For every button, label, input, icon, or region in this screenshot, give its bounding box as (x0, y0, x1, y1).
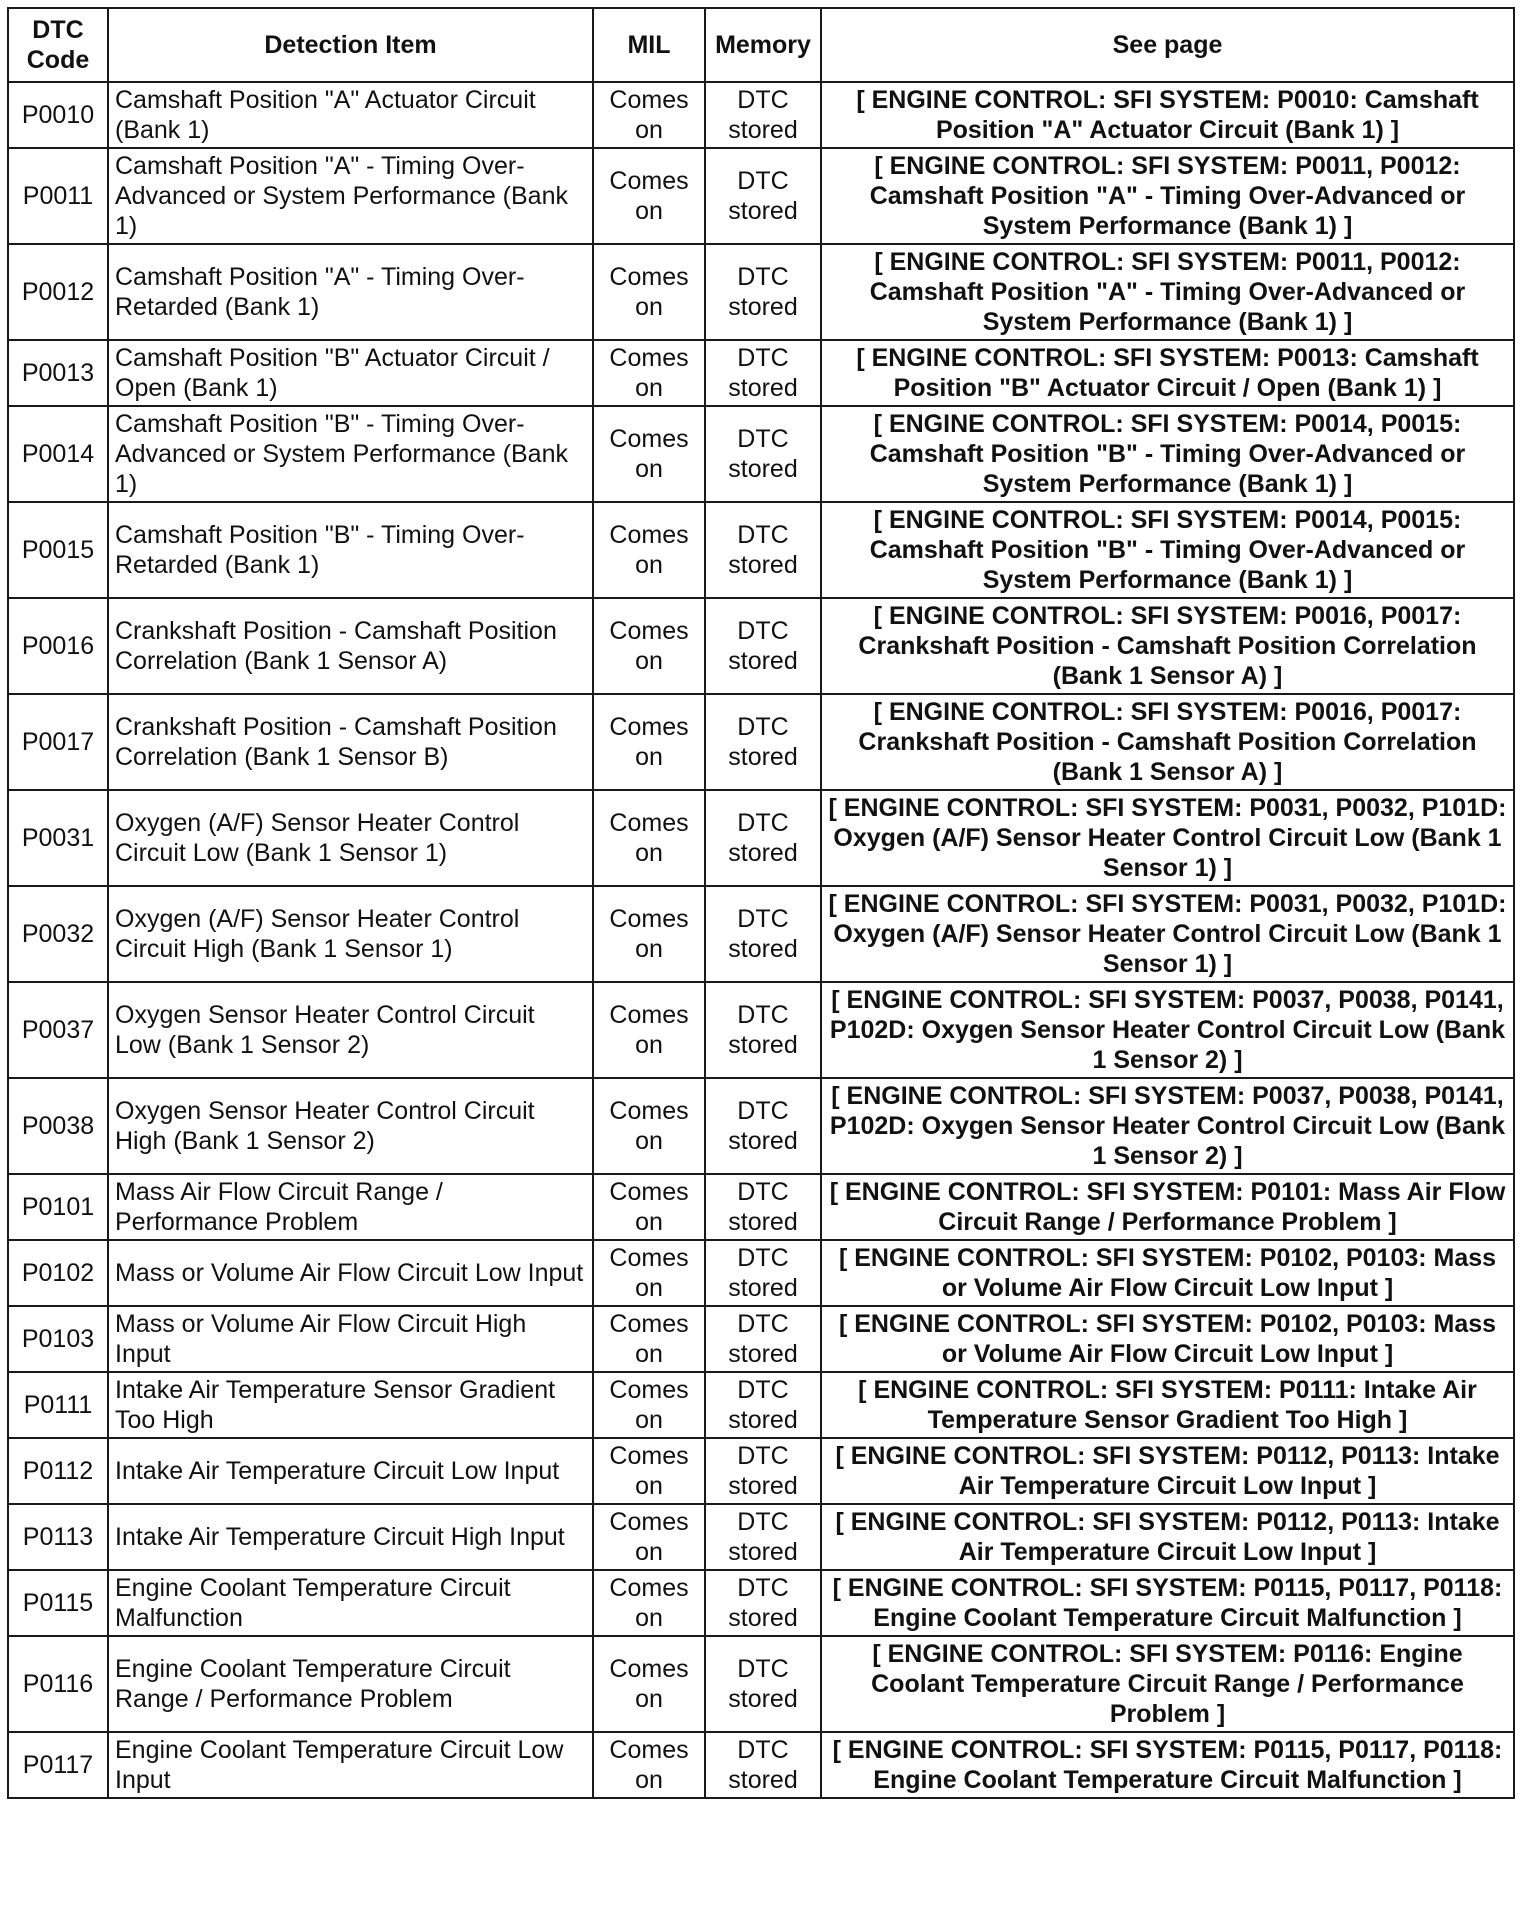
table-row (8, 1570, 1514, 1636)
table-row (8, 82, 1514, 148)
table-row (8, 340, 1514, 406)
memory-cell: DTC stored (705, 886, 821, 982)
memory-cell: DTC stored (705, 502, 821, 598)
dtc-code-cell: P0101 (8, 1174, 108, 1240)
dtc-code-cell: P0111 (8, 1372, 108, 1438)
table-row (8, 1174, 1514, 1240)
see-page-cell (821, 1504, 1514, 1570)
dtc-code-cell: P0112 (8, 1438, 108, 1504)
mil-cell: Comes on (593, 598, 705, 694)
memory-cell: DTC stored (705, 82, 821, 148)
dtc-code-cell: P0017 (8, 694, 108, 790)
table-row (8, 1240, 1514, 1306)
memory-cell: DTC stored (705, 982, 821, 1078)
dtc-code-cell: P0016 (8, 598, 108, 694)
mil-cell: Comes on (593, 1732, 705, 1798)
detection-item-cell: Camshaft Position "B" - Timing Over-Advanced or System Performance (Bank 1) (108, 406, 593, 502)
see-page-link[interactable]: [ ENGINE CONTROL: SFI SYSTEM: P0031, P0032, P101D: Oxygen (A/F) Sensor Heater Control Circuit Low (Bank 1 Sensor 1) ] (828, 890, 1507, 978)
memory-cell: DTC stored (705, 340, 821, 406)
dtc-code-cell: P0011 (8, 148, 108, 244)
see-page-cell (821, 502, 1514, 598)
see-page-cell (821, 340, 1514, 406)
see-page-cell (821, 1078, 1514, 1174)
mil-cell: Comes on (593, 502, 705, 598)
mil-cell: Comes on (593, 148, 705, 244)
detection-item-cell: Oxygen Sensor Heater Control Circuit Low (Bank 1 Sensor 2) (108, 982, 593, 1078)
see-page-link[interactable]: [ ENGINE CONTROL: SFI SYSTEM: P0116: Engine Coolant Temperature Circuit Range / Performance Problem ] (871, 1640, 1464, 1728)
header-dtc-code: DTC Code (8, 8, 108, 82)
dtc-code-cell: P0031 (8, 790, 108, 886)
table-row (8, 1504, 1514, 1570)
see-page-cell (821, 1372, 1514, 1438)
table-row (8, 148, 1514, 244)
mil-cell: Comes on (593, 1174, 705, 1240)
see-page-link[interactable]: [ ENGINE CONTROL: SFI SYSTEM: P0013: Camshaft Position "B" Actuator Circuit / Open (Bank 1) ] (856, 344, 1479, 402)
see-page-cell (821, 148, 1514, 244)
memory-cell: DTC stored (705, 1438, 821, 1504)
see-page-cell (821, 1570, 1514, 1636)
see-page-link[interactable]: [ ENGINE CONTROL: SFI SYSTEM: P0014, P0015: Camshaft Position "B" - Timing Over-Advanced or System Performance (Bank 1) ] (869, 506, 1466, 594)
detection-item-cell: Engine Coolant Temperature Circuit Low Input (108, 1732, 593, 1798)
memory-cell: DTC stored (705, 1240, 821, 1306)
detection-item-cell: Oxygen Sensor Heater Control Circuit High (Bank 1 Sensor 2) (108, 1078, 593, 1174)
detection-item-cell: Intake Air Temperature Circuit High Input (108, 1504, 593, 1570)
see-page-cell (821, 1732, 1514, 1798)
dtc-table-container (7, 7, 1515, 1799)
see-page-cell (821, 598, 1514, 694)
dtc-code-cell: P0116 (8, 1636, 108, 1732)
detection-item-cell: Crankshaft Position - Camshaft Position Correlation (Bank 1 Sensor B) (108, 694, 593, 790)
see-page-link[interactable]: [ ENGINE CONTROL: SFI SYSTEM: P0037, P0038, P0141, P102D: Oxygen Sensor Heater Control Circuit Low (Bank 1 Sensor 2) ] (829, 1082, 1506, 1170)
see-page-link[interactable]: [ ENGINE CONTROL: SFI SYSTEM: P0115, P0117, P0118: Engine Coolant Temperature Circuit Malfunction ] (832, 1736, 1503, 1794)
dtc-code-cell: P0012 (8, 244, 108, 340)
table-row (8, 1306, 1514, 1372)
detection-item-cell: Camshaft Position "B" Actuator Circuit / Open (Bank 1) (108, 340, 593, 406)
table-row (8, 1732, 1514, 1798)
table-row (8, 502, 1514, 598)
dtc-code-cell: P0113 (8, 1504, 108, 1570)
table-row (8, 1438, 1514, 1504)
table-row (8, 598, 1514, 694)
dtc-code-cell: P0032 (8, 886, 108, 982)
see-page-link[interactable]: [ ENGINE CONTROL: SFI SYSTEM: P0111: Intake Air Temperature Sensor Gradient Too High ] (858, 1376, 1477, 1434)
detection-item-cell: Mass Air Flow Circuit Range / Performance Problem (108, 1174, 593, 1240)
mil-cell: Comes on (593, 1570, 705, 1636)
see-page-cell (821, 790, 1514, 886)
mil-cell: Comes on (593, 1438, 705, 1504)
see-page-link[interactable]: [ ENGINE CONTROL: SFI SYSTEM: P0011, P0012: Camshaft Position "A" - Timing Over-Advanced or System Performance (Bank 1) ] (869, 152, 1466, 240)
detection-item-cell: Engine Coolant Temperature Circuit Malfunction (108, 1570, 593, 1636)
header-row (8, 8, 1514, 82)
see-page-link[interactable]: [ ENGINE CONTROL: SFI SYSTEM: P0112, P0113: Intake Air Temperature Circuit Low Input ] (835, 1508, 1500, 1566)
see-page-link[interactable]: [ ENGINE CONTROL: SFI SYSTEM: P0031, P0032, P101D: Oxygen (A/F) Sensor Heater Control Circuit Low (Bank 1 Sensor 1) ] (828, 794, 1507, 882)
dtc-code-cell: P0103 (8, 1306, 108, 1372)
dtc-code-cell: P0115 (8, 1570, 108, 1636)
table-row (8, 790, 1514, 886)
memory-cell: DTC stored (705, 244, 821, 340)
detection-item-cell: Crankshaft Position - Camshaft Position Correlation (Bank 1 Sensor A) (108, 598, 593, 694)
memory-cell: DTC stored (705, 1306, 821, 1372)
dtc-code-cell: P0038 (8, 1078, 108, 1174)
see-page-cell (821, 1174, 1514, 1240)
memory-cell: DTC stored (705, 1732, 821, 1798)
memory-cell: DTC stored (705, 694, 821, 790)
detection-item-cell: Oxygen (A/F) Sensor Heater Control Circuit Low (Bank 1 Sensor 1) (108, 790, 593, 886)
table-row (8, 406, 1514, 502)
table-row (8, 982, 1514, 1078)
mil-cell: Comes on (593, 406, 705, 502)
memory-cell: DTC stored (705, 1570, 821, 1636)
detection-item-cell: Engine Coolant Temperature Circuit Range / Performance Problem (108, 1636, 593, 1732)
detection-item-cell: Mass or Volume Air Flow Circuit Low Input (108, 1240, 593, 1306)
see-page-link[interactable]: [ ENGINE CONTROL: SFI SYSTEM: P0016, P0017: Crankshaft Position - Camshaft Position Correlation (Bank 1 Sensor A) ] (858, 602, 1477, 690)
detection-item-cell: Intake Air Temperature Sensor Gradient Too High (108, 1372, 593, 1438)
mil-cell: Comes on (593, 1240, 705, 1306)
detection-item-cell: Camshaft Position "A" Actuator Circuit (Bank 1) (108, 82, 593, 148)
see-page-cell (821, 982, 1514, 1078)
table-row (8, 1636, 1514, 1732)
see-page-link[interactable]: [ ENGINE CONTROL: SFI SYSTEM: P0010: Camshaft Position "A" Actuator Circuit (Bank 1) ] (856, 86, 1479, 144)
mil-cell: Comes on (593, 1372, 705, 1438)
dtc-code-cell: P0117 (8, 1732, 108, 1798)
dtc-code-cell: P0014 (8, 406, 108, 502)
memory-cell: DTC stored (705, 406, 821, 502)
mil-cell: Comes on (593, 694, 705, 790)
see-page-cell (821, 82, 1514, 148)
mil-cell: Comes on (593, 982, 705, 1078)
see-page-link[interactable]: [ ENGINE CONTROL: SFI SYSTEM: P0101: Mass Air Flow Circuit Range / Performance Problem ] (829, 1178, 1506, 1236)
see-page-cell (821, 694, 1514, 790)
see-page-cell (821, 886, 1514, 982)
memory-cell: DTC stored (705, 1372, 821, 1438)
see-page-cell (821, 1636, 1514, 1732)
memory-cell: DTC stored (705, 1078, 821, 1174)
table-row (8, 694, 1514, 790)
mil-cell: Comes on (593, 244, 705, 340)
table-body (8, 82, 1514, 1798)
memory-cell: DTC stored (705, 148, 821, 244)
detection-item-cell: Intake Air Temperature Circuit Low Input (108, 1438, 593, 1504)
see-page-link[interactable]: [ ENGINE CONTROL: SFI SYSTEM: P0011, P0012: Camshaft Position "A" - Timing Over-Advanced or System Performance (Bank 1) ] (869, 248, 1466, 336)
memory-cell: DTC stored (705, 1504, 821, 1570)
table-row (8, 886, 1514, 982)
mil-cell: Comes on (593, 1078, 705, 1174)
dtc-code-cell: P0010 (8, 82, 108, 148)
mil-cell: Comes on (593, 790, 705, 886)
see-page-cell (821, 1306, 1514, 1372)
header-see-page: See page (821, 8, 1514, 82)
dtc-table (7, 7, 1515, 1799)
see-page-link[interactable]: [ ENGINE CONTROL: SFI SYSTEM: P0014, P0015: Camshaft Position "B" - Timing Over-Advanced or System Performance (Bank 1) ] (869, 410, 1466, 498)
see-page-cell (821, 1240, 1514, 1306)
detection-item-cell: Camshaft Position "B" - Timing Over-Retarded (Bank 1) (108, 502, 593, 598)
mil-cell: Comes on (593, 1306, 705, 1372)
memory-cell: DTC stored (705, 790, 821, 886)
see-page-link[interactable]: [ ENGINE CONTROL: SFI SYSTEM: P0037, P0038, P0141, P102D: Oxygen Sensor Heater Control Circuit Low (Bank 1 Sensor 2) ] (829, 986, 1506, 1074)
table-row (8, 244, 1514, 340)
memory-cell: DTC stored (705, 1174, 821, 1240)
header-memory: Memory (705, 8, 821, 82)
table-row (8, 1372, 1514, 1438)
see-page-link[interactable]: [ ENGINE CONTROL: SFI SYSTEM: P0102, P0103: Mass or Volume Air Flow Circuit Low Input ] (838, 1310, 1497, 1368)
see-page-link[interactable]: [ ENGINE CONTROL: SFI SYSTEM: P0112, P0113: Intake Air Temperature Circuit Low Input ] (835, 1442, 1500, 1500)
detection-item-cell: Mass or Volume Air Flow Circuit High Input (108, 1306, 593, 1372)
mil-cell: Comes on (593, 340, 705, 406)
detection-item-cell: Camshaft Position "A" - Timing Over-Retarded (Bank 1) (108, 244, 593, 340)
dtc-code-cell: P0013 (8, 340, 108, 406)
see-page-link[interactable]: [ ENGINE CONTROL: SFI SYSTEM: P0115, P0117, P0118: Engine Coolant Temperature Circuit Malfunction ] (832, 1574, 1503, 1632)
see-page-cell (821, 406, 1514, 502)
see-page-cell (821, 244, 1514, 340)
dtc-code-cell: P0015 (8, 502, 108, 598)
memory-cell: DTC stored (705, 598, 821, 694)
mil-cell: Comes on (593, 1636, 705, 1732)
see-page-link[interactable]: [ ENGINE CONTROL: SFI SYSTEM: P0102, P0103: Mass or Volume Air Flow Circuit Low Input ] (838, 1244, 1497, 1302)
mil-cell: Comes on (593, 82, 705, 148)
mil-cell: Comes on (593, 1504, 705, 1570)
dtc-code-cell: P0037 (8, 982, 108, 1078)
header-mil: MIL (593, 8, 705, 82)
memory-cell: DTC stored (705, 1636, 821, 1732)
table-row (8, 1078, 1514, 1174)
mil-cell: Comes on (593, 886, 705, 982)
dtc-code-cell: P0102 (8, 1240, 108, 1306)
see-page-cell (821, 1438, 1514, 1504)
detection-item-cell: Oxygen (A/F) Sensor Heater Control Circuit High (Bank 1 Sensor 1) (108, 886, 593, 982)
detection-item-cell: Camshaft Position "A" - Timing Over-Advanced or System Performance (Bank 1) (108, 148, 593, 244)
table-header (8, 8, 1514, 82)
header-detection-item: Detection Item (108, 8, 593, 82)
see-page-link[interactable]: [ ENGINE CONTROL: SFI SYSTEM: P0016, P0017: Crankshaft Position - Camshaft Position Correlation (Bank 1 Sensor A) ] (858, 698, 1477, 786)
